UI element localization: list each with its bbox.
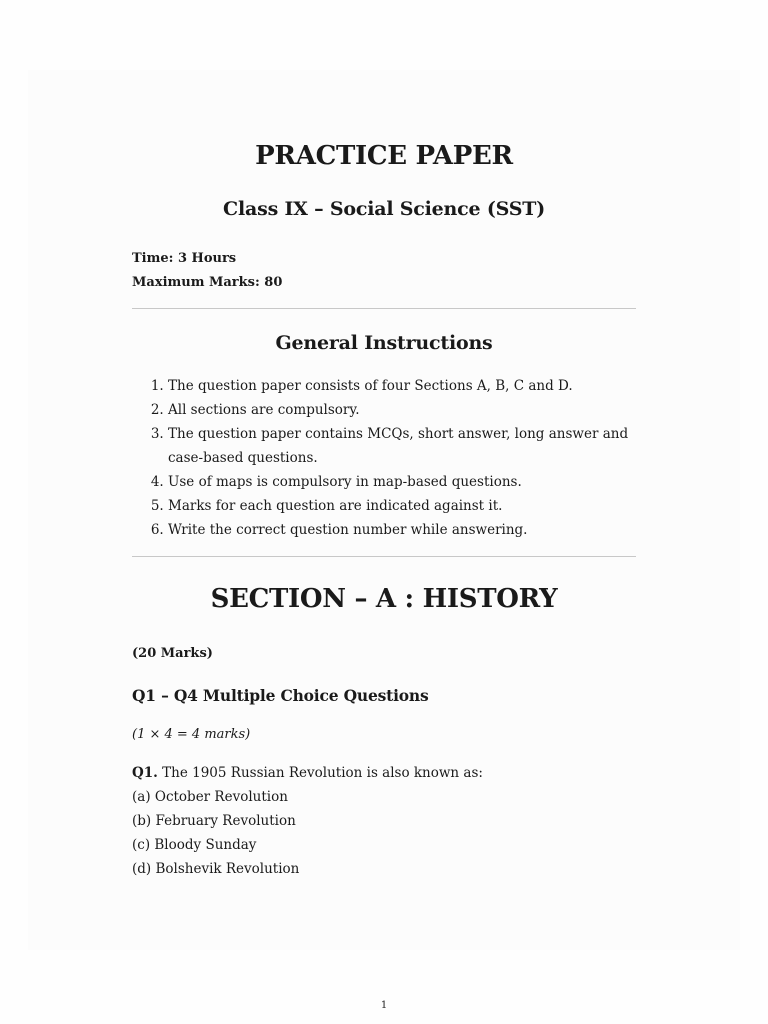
question-1 bbox=[132, 761, 636, 785]
instruction-item: 5. Marks for each question are indicated against it. bbox=[168, 494, 636, 518]
page-number: 1 bbox=[380, 1000, 388, 1011]
section-a-heading: SECTION – A : HISTORY bbox=[210, 584, 558, 614]
question-text: The 1905 Russian Revolution is also known as: bbox=[157, 765, 483, 781]
option-a: (a) October Revolution bbox=[132, 789, 288, 805]
option-b: (b) February Revolution bbox=[132, 813, 296, 829]
instruction-item: 3. The question paper contains MCQs, short answer, long answer and case-based questions. bbox=[168, 422, 636, 470]
divider bbox=[132, 308, 636, 309]
exam-meta bbox=[132, 247, 636, 295]
instruction-item: 4. Use of maps is compulsory in map-based questions. bbox=[168, 470, 636, 494]
instructions-heading: General Instructions bbox=[275, 332, 493, 354]
instruction-item: 2. All sections are compulsory. bbox=[168, 398, 636, 422]
instruction-item: 6. Write the correct question number while answering. bbox=[168, 518, 636, 542]
mcq-heading: Q1 – Q4 Multiple Choice Questions bbox=[132, 686, 429, 705]
section-marks: (20 Marks) bbox=[132, 646, 213, 661]
page-subtitle: Class IX – Social Science (SST) bbox=[223, 198, 545, 220]
option-d: (d) Bolshevik Revolution bbox=[132, 861, 300, 877]
page-content bbox=[132, 136, 636, 881]
max-marks-label: Maximum Marks: 80 bbox=[132, 275, 283, 290]
instructions-list bbox=[132, 374, 636, 542]
instruction-item: 1. The question paper consists of four Sections A, B, C and D. bbox=[168, 374, 636, 398]
page-title: PRACTICE PAPER bbox=[255, 141, 513, 171]
time-label: Time: 3 Hours bbox=[132, 251, 237, 266]
divider bbox=[132, 556, 636, 557]
question-number: Q1. bbox=[132, 765, 158, 781]
option-c: (c) Bloody Sunday bbox=[132, 837, 257, 853]
mcq-marks: (1 × 4 = 4 marks) bbox=[132, 727, 251, 742]
